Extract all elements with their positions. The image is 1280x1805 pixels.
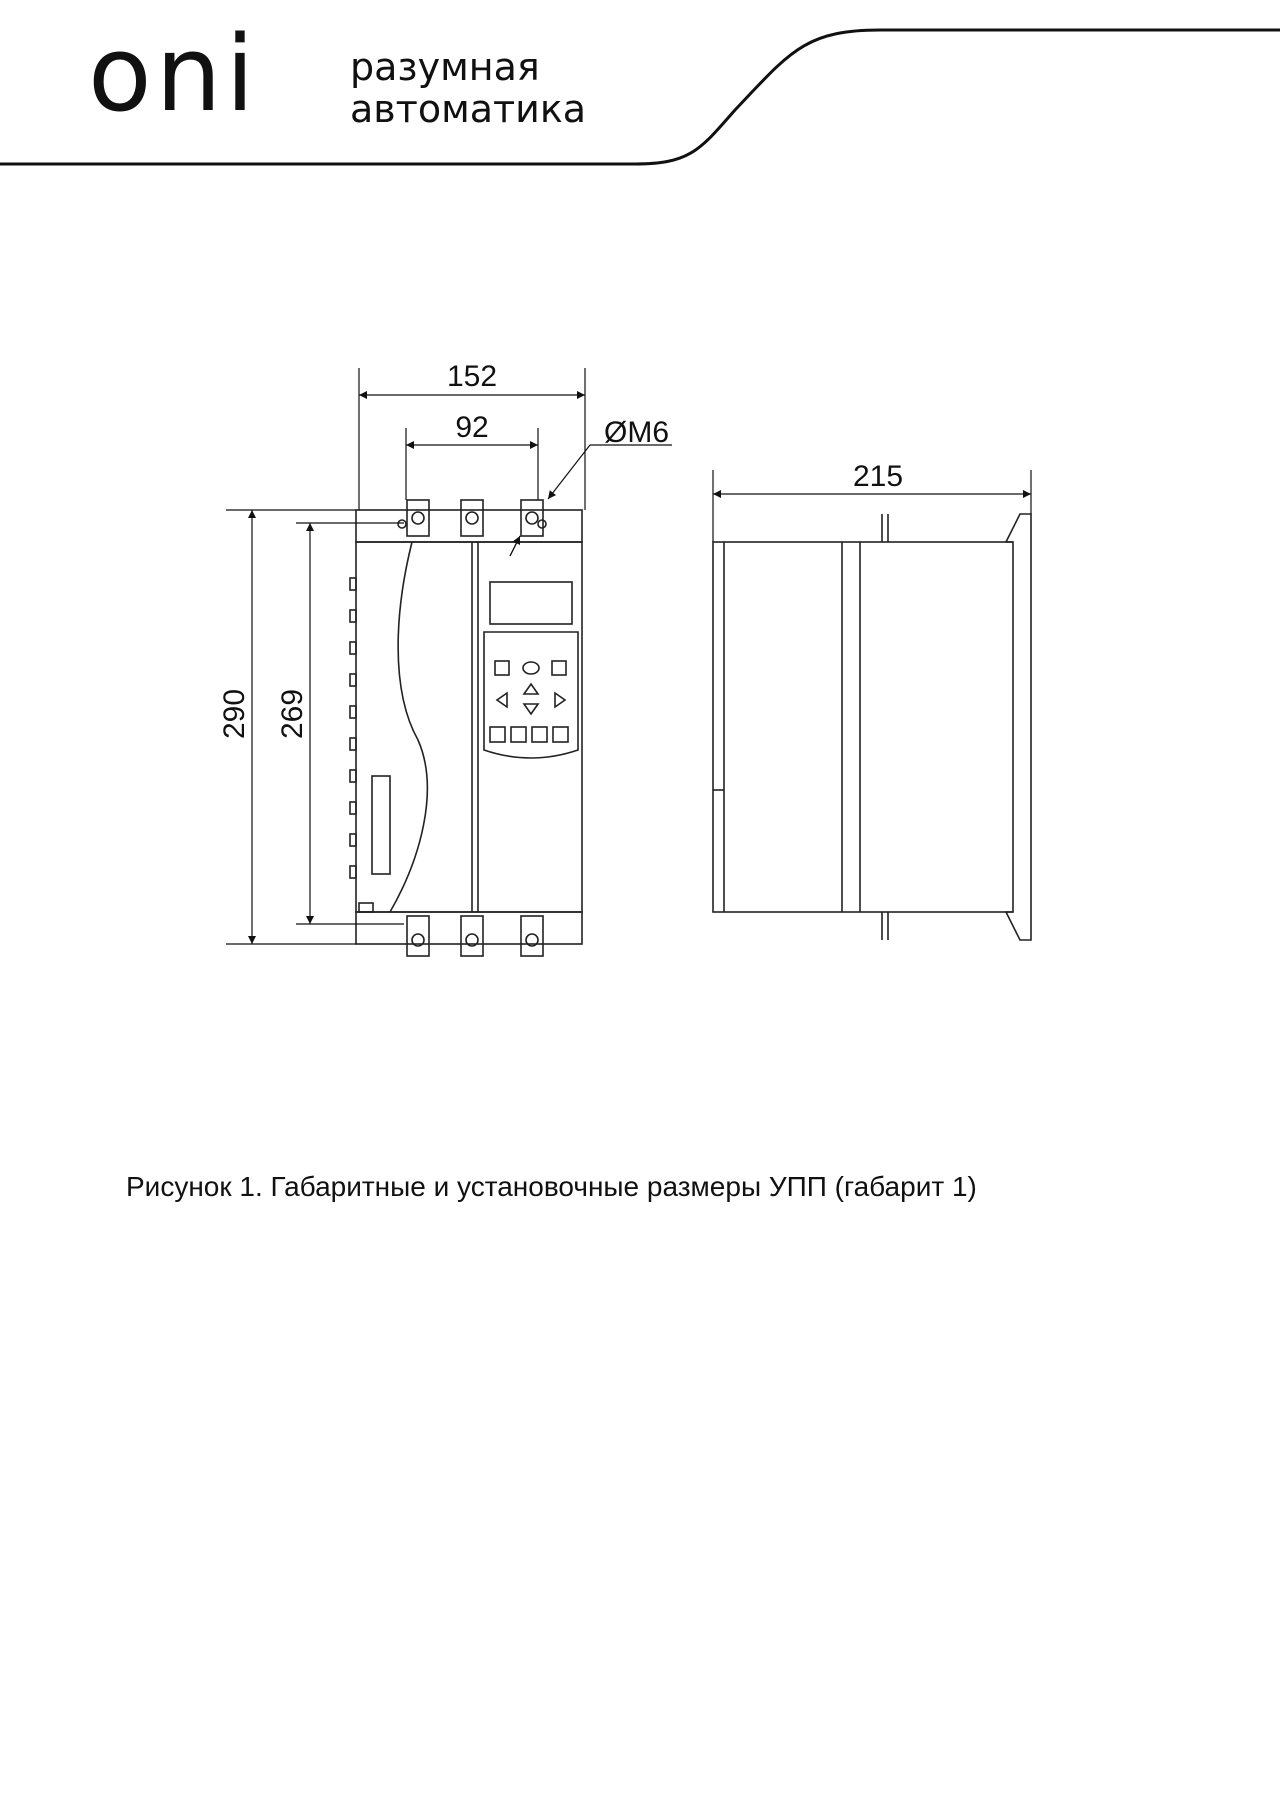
top-terminals bbox=[398, 500, 546, 536]
dim-depth: 215 bbox=[852, 460, 904, 493]
keypad-up bbox=[524, 684, 538, 694]
cooling-ribs bbox=[350, 578, 356, 878]
bottom-terminals bbox=[407, 916, 543, 956]
display bbox=[490, 582, 572, 624]
side-view bbox=[713, 514, 1031, 940]
tagline-line-2: автоматика bbox=[350, 87, 587, 131]
keypad bbox=[484, 632, 578, 758]
keypad-key-4 bbox=[511, 727, 526, 742]
keypad-right bbox=[555, 693, 565, 707]
front-view bbox=[350, 500, 582, 956]
label-window bbox=[372, 776, 390, 874]
keypad-key-1 bbox=[495, 661, 509, 675]
keypad-key-3 bbox=[490, 727, 505, 742]
keypad-left bbox=[497, 693, 507, 707]
dim-mount-height: 269 bbox=[276, 688, 309, 740]
keypad-down bbox=[524, 704, 538, 714]
keypad-key-5 bbox=[532, 727, 547, 742]
dim-overall-width: 152 bbox=[446, 360, 498, 393]
front-dimensions bbox=[226, 368, 672, 944]
keypad-key-2 bbox=[552, 661, 566, 675]
keypad-key-ok bbox=[523, 662, 539, 674]
figure-caption: Рисунок 1. Габаритные и установочные размеры УПП (габарит 1) bbox=[126, 1171, 977, 1202]
dim-overall-height: 290 bbox=[218, 688, 251, 740]
keypad-key-6 bbox=[553, 727, 568, 742]
brand-logo: oni bbox=[88, 13, 259, 135]
tagline-line-1: разумная bbox=[350, 45, 540, 89]
dim-mount-width: 92 bbox=[455, 411, 489, 444]
dim-bolt: ØM6 bbox=[604, 416, 670, 449]
